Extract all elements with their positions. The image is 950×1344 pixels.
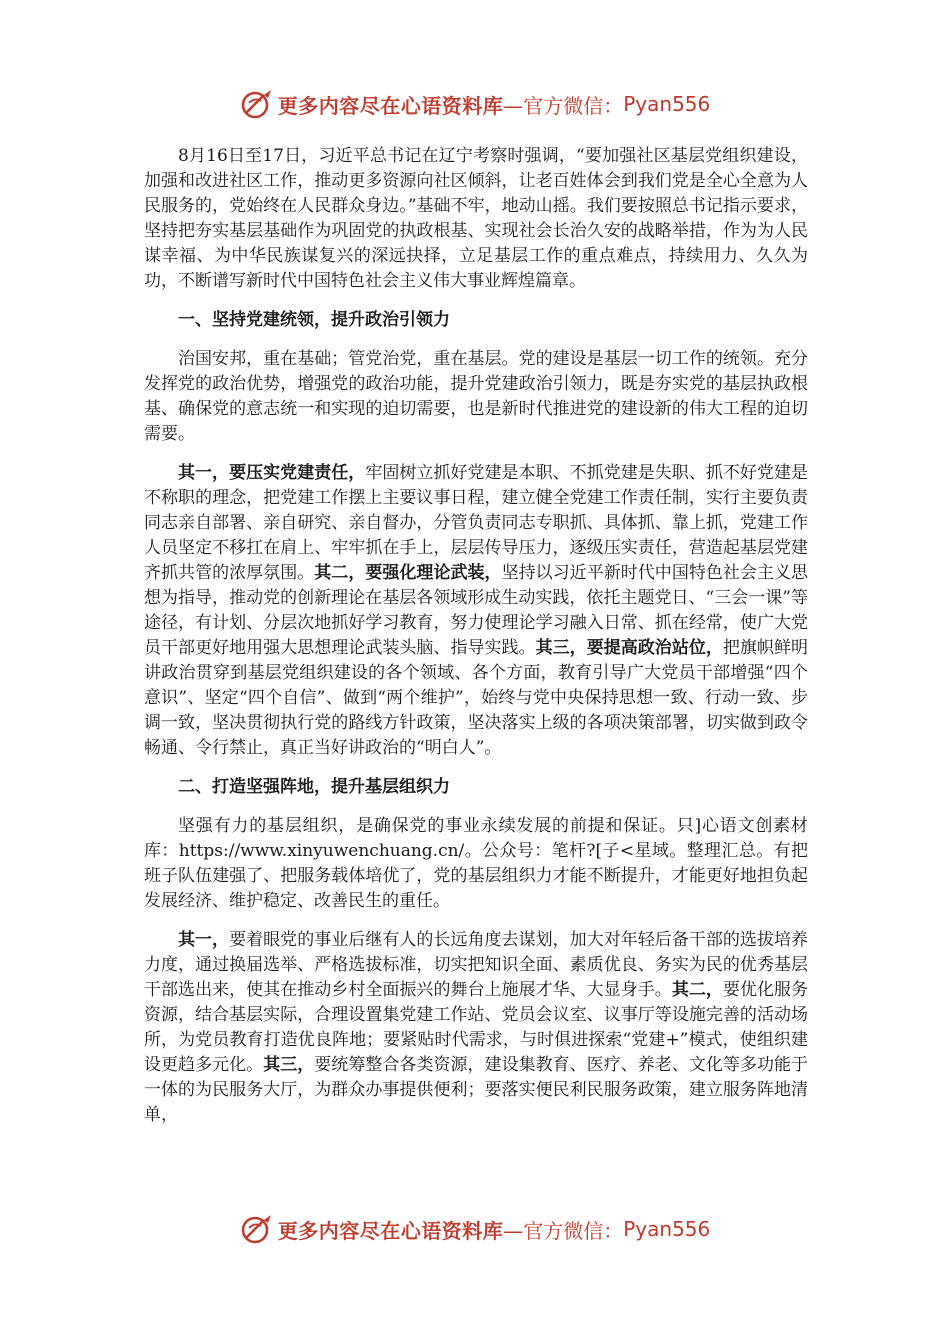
s2-point-one-text: 要着眼党的事业后继有人的长远角度去谋划，加大对年轻后备干部的选拔培养力度，通过换届选举、严格选拔标准，切实把知识全面、素质优良、务实为民的优秀基层干部选出来，使其在推动乡村全面振兴的舞台上施展才华、大显身手。 (144, 930, 809, 1000)
pen-logo-icon (240, 87, 274, 121)
section1-paragraph2 (144, 461, 808, 761)
section1-paragraph1: 治国安邦，重在基础；管党治党，重在基层。党的建设是基层一切工作的统领。充分发挥党的政治优势，增强党的政治功能，提升党建政治引领力，既是夯实党的基层执政根基、确保党的意志统一和实现的迫切需要，也是新时代推进党的建设新的伟大工程的迫切需要。 (144, 349, 808, 444)
banner-wechat-id: Pyan556 (623, 92, 711, 116)
banner-wechat-id: Pyan556 (623, 1217, 711, 1241)
s2-point-three-text: 要统筹整合各类资源，建设集教育、医疗、养老、文化等多功能于一体的为民服务大厅，为群众办事提供便利；要落实便民利民服务政策，建立服务阵地清单， (144, 1055, 809, 1125)
point-two-lead: 其二，要强化理论武装， (314, 563, 502, 583)
section2-paragraph2 (144, 928, 808, 1128)
s2-point-three-lead: 其三， (263, 1055, 315, 1075)
s2-point-two-lead: 其二， (671, 980, 723, 1000)
banner-separator: —官方微信： (503, 93, 624, 118)
point-three-text: 把旗帜鲜明讲政治贯穿到基层党组织建设的各个领域、各个方面，教育引导广大党员干部增强“四个意识”、坚定“四个自信”、做到“两个维护”，始终与党中央保持思想一致、行动一致、步调一致，坚决贯彻执行党的路线方针政策，坚决落实上级的各项决策部署，切实做到政令畅通、令行禁止，真正当好讲政治的“明白人”。 (144, 638, 809, 758)
article-body (144, 144, 808, 1128)
point-one-text: 牢固树立抓好党建是本职、不抓党建是失职、抓不好党建是不称职的理念，把党建工作摆上主要议事日程，建立健全党建工作责任制，实行主要负责同志亲自部署、亲自研究、亲自督办，分管负责同志专职抓、具体抓、靠上抓，党建工作人员坚定不移扛在肩上、牢牢抓在手上，层层传导压力，逐级压实责任，营造起基层党建齐抓共管的浓厚氛围。 (144, 463, 809, 583)
point-one-lead: 其一，要压实党建责任， (178, 463, 366, 483)
section2-paragraph1: 坚强有力的基层组织，是确保党的事业永续发展的前提和保证。只]心语文创素材库：https://www.xinyuwenchuang.cn/。公众号：笔杆?[子<星域。整理汇总。有把班子队伍建强了、把服务载体培优了，党的基层组织力才能不断提升，才能更好地担负起发展经济、维护稳定、改善民生的重任。 (144, 816, 808, 911)
point-two-text: 坚持以习近平新时代中国特色社会主义思想为指导，推动党的创新理论在基层各领域形成生动实践，依托主题党日、“三会一课”等途径，有计划、分层次地抓好学习教育，努力使理论学习融入日常、抓在经常，使广大党员干部更好地用强大思想理论武装头脑、指导实践。 (144, 563, 809, 658)
pen-logo-icon (240, 1212, 274, 1246)
banner-separator: —官方微信： (503, 1218, 624, 1243)
banner-text: 更多内容尽在心语资料库 (277, 93, 504, 118)
point-three-lead: 其三，要提高政治站位， (535, 638, 723, 658)
header-banner (0, 84, 950, 124)
intro-paragraph: 8月16日至17日，习近平总书记在辽宁考察时强调，“要加强社区基层党组织建设，加强和改进社区工作，推动更多资源向社区倾斜，让老百姓体会到我们党是全心全意为人民服务的，党始终在人民群众身边。”基础不牢，地动山摇。我们要按照总书记指示要求，坚持把夯实基层基础作为巩固党的执政根基、实现社会长治久安的战略举措，作为为人民谋幸福、为中华民族谋复兴的深远抉择，立足基层工作的重点难点，持续用力、久久为功，不断谱写新时代中国特色社会主义伟大事业辉煌篇章。 (144, 146, 808, 291)
banner-text: 更多内容尽在心语资料库 (277, 1218, 504, 1243)
footer-banner (0, 1209, 950, 1249)
section1-heading: 一、坚持党建统领，提升政治引领力 (178, 310, 450, 330)
s2-point-one-lead: 其一， (178, 930, 230, 950)
section2-heading: 二、打造坚强阵地，提升基层组织力 (178, 777, 450, 797)
s2-point-two-text: 要优化服务资源，结合基层实际，合理设置集党建工作站、党员会议室、议事厅等设施完善的活动场所，为党员教育打造优良阵地；要紧贴时代需求，与时俱进探索“党建+”模式，使组织建设更趋多元化。 (144, 980, 809, 1075)
